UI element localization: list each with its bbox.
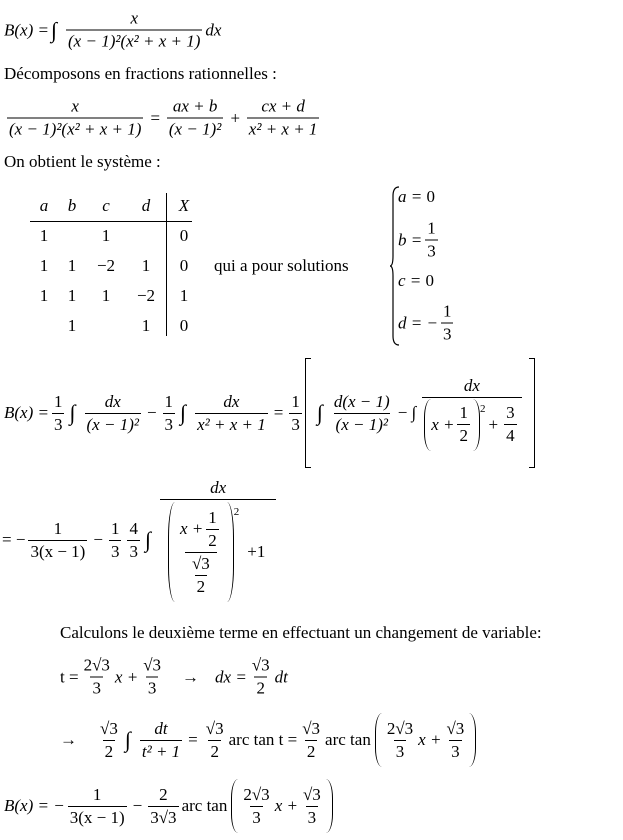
numerator: √3	[143, 655, 162, 675]
left-paren	[168, 502, 175, 602]
solution-d	[398, 302, 456, 345]
right-bracket	[529, 358, 535, 468]
left-bracket	[305, 358, 311, 468]
numerator: dt	[154, 718, 168, 738]
denominator: 3	[164, 414, 174, 434]
table-cell: −2	[136, 286, 156, 305]
table-cell: 0	[179, 316, 189, 335]
operator: −	[146, 403, 157, 422]
numerator: x	[71, 96, 79, 116]
numerator: 1	[208, 507, 217, 527]
integral-sign: ∫	[69, 400, 76, 425]
table-cell: 0	[179, 256, 189, 275]
table-cell: 0	[179, 226, 189, 245]
operator: =	[149, 108, 161, 127]
table-column-divider	[166, 193, 167, 336]
numerator: 1	[92, 784, 102, 804]
table-cell: 1	[67, 256, 77, 275]
denominator	[160, 499, 276, 602]
lhs: t =	[60, 667, 79, 686]
term: arc tan t =	[228, 730, 298, 749]
numerator: 1	[53, 518, 63, 538]
denominator: (x − 1)²	[86, 414, 139, 434]
numerator: √3	[302, 718, 321, 738]
right-paren	[326, 779, 333, 833]
integral-sign: ∫	[50, 17, 58, 42]
denominator: 3	[252, 807, 261, 827]
right-paren	[473, 399, 480, 451]
numerator: 1	[427, 218, 436, 238]
left-paren	[231, 779, 238, 833]
equation-substitution-form	[2, 478, 279, 602]
differential: dx	[205, 20, 222, 39]
denominator: 2	[306, 741, 316, 761]
denominator: 3(x − 1)	[30, 541, 86, 561]
term: arc tan	[325, 730, 371, 749]
term: x +	[431, 414, 455, 434]
solution-c	[398, 271, 434, 291]
lhs: d = −	[398, 313, 438, 332]
left-brace	[390, 186, 398, 346]
integral-sign: ∫	[124, 727, 131, 752]
denominator: 3	[442, 324, 452, 344]
equation-variable-change	[60, 656, 288, 699]
solution-a	[398, 187, 435, 207]
term: x +	[274, 796, 298, 815]
denominator: 3(x − 1)	[69, 807, 125, 827]
table-header-divider	[30, 221, 192, 222]
fraction	[66, 9, 202, 52]
numerator: √3	[446, 718, 465, 738]
table-header: a	[39, 196, 49, 215]
operator: +	[488, 414, 499, 434]
denominator: (x − 1)²	[168, 119, 222, 139]
numerator: 1	[110, 518, 120, 538]
table-cell: 1	[141, 256, 151, 275]
lhs: c =	[398, 271, 422, 290]
numerator: √3	[100, 718, 118, 738]
equation-arctan-result	[60, 713, 476, 767]
numerator: ax + b	[172, 96, 218, 116]
denominator: 3	[427, 241, 436, 261]
integral-sign: ∫	[180, 400, 187, 425]
integral-sign: ∫	[316, 400, 323, 425]
numerator: x	[130, 8, 138, 28]
lhs: B(x) =	[4, 403, 49, 422]
value: 0	[425, 271, 435, 290]
term: x +	[179, 519, 204, 538]
integral-sign: ∫	[144, 527, 151, 552]
table-cell: −2	[96, 256, 116, 275]
table-cell: 1	[101, 226, 111, 245]
denominator: 3	[147, 678, 157, 698]
table-cell: 1	[39, 286, 49, 305]
table-header: b	[67, 196, 77, 215]
solution-b	[398, 219, 441, 262]
left-paren	[375, 713, 382, 767]
denominator: 3	[53, 414, 63, 434]
text-decomposition: Décomposons en fractions rationnelles :	[4, 64, 277, 83]
numerator: 2√3	[386, 718, 414, 738]
denominator: 2	[459, 426, 468, 445]
denominator: 2	[196, 576, 206, 596]
numerator: √3	[251, 655, 270, 675]
lhs: B(x) = −	[4, 796, 65, 815]
numerator: √3	[302, 784, 321, 804]
table-cell: 1	[39, 226, 49, 245]
denominator: 3	[307, 807, 317, 827]
operator: −	[93, 530, 103, 549]
equation-final-result	[4, 779, 333, 833]
numerator: √3	[191, 553, 210, 573]
arrow-icon: →	[182, 667, 200, 686]
lhs: B(x) =	[4, 20, 49, 39]
denominator: t² + 1	[141, 741, 181, 761]
exponent: 2	[233, 506, 240, 518]
denominator: 2	[256, 678, 265, 698]
numerator: √3	[205, 718, 224, 738]
right-paren	[227, 502, 234, 602]
table-header: c	[102, 196, 110, 215]
text-change-of-variable: Calculons le deuxième terme en effectuant un changement de variable:	[60, 623, 542, 642]
operator: +	[229, 108, 241, 127]
numerator: dx	[104, 391, 121, 411]
numerator: 1	[459, 403, 468, 422]
operator: − ∫	[397, 403, 417, 422]
numerator: d(x − 1)	[333, 391, 390, 411]
denominator: 3	[110, 541, 120, 561]
denominator: 3	[395, 741, 405, 761]
numerator: 4	[129, 518, 138, 538]
numerator: dx	[223, 391, 240, 411]
lhs: a =	[398, 187, 423, 206]
denominator: (x − 1)²	[335, 414, 388, 434]
term: x +	[114, 667, 139, 686]
numerator: 2√3	[243, 784, 270, 804]
text-solutions-label: qui a pour solutions	[214, 256, 349, 275]
denominator: x² + x + 1	[248, 119, 318, 139]
numerator: 1	[291, 391, 300, 411]
term: dx =	[215, 667, 247, 686]
denominator: 2	[104, 741, 114, 761]
numerator: 1	[164, 391, 174, 411]
table-cell: 1	[39, 256, 49, 275]
numerator: 1	[53, 391, 63, 411]
numerator: 3	[506, 403, 515, 422]
numerator: dx	[463, 375, 480, 395]
denominator: 2	[210, 741, 219, 761]
denominator: 3	[451, 741, 460, 761]
denominator: (x − 1)²(x² + x + 1)	[9, 119, 142, 139]
operator: = −	[2, 530, 26, 549]
denominator: 3	[92, 678, 101, 698]
numerator: 2√3	[83, 655, 110, 675]
table-cell: 1	[67, 286, 77, 305]
numerator: dx	[210, 478, 227, 497]
denominator: 3	[291, 414, 300, 434]
table-cell: 1	[101, 286, 111, 305]
denominator: (x − 1)²(x² + x + 1)	[68, 31, 201, 51]
operator: =	[188, 730, 198, 749]
value: 0	[426, 187, 435, 206]
denominator: 2	[208, 530, 217, 550]
numerator: 2	[159, 784, 168, 804]
denominator	[422, 397, 521, 451]
table-cell: 1	[141, 316, 151, 335]
equation-partial-fractions	[4, 97, 322, 140]
text-system: On obtient le système :	[4, 152, 161, 171]
right-paren	[469, 713, 476, 767]
numerator: cx + d	[261, 96, 305, 116]
equation-split-integral	[4, 358, 535, 468]
term: arc tan	[181, 796, 228, 815]
table-header: d	[141, 196, 151, 215]
denominator: x² + x + 1	[197, 414, 266, 434]
numerator: 1	[442, 301, 452, 321]
lhs: b =	[398, 230, 423, 249]
denominator: 3	[129, 541, 138, 561]
denominator: 4	[506, 426, 515, 445]
term: +1	[247, 542, 266, 561]
table-cell: 1	[67, 316, 77, 335]
term: x +	[418, 730, 442, 749]
operator: =	[273, 403, 284, 422]
denominator: 3√3	[150, 807, 177, 827]
operator: −	[132, 796, 143, 815]
arrow-icon: →	[60, 730, 77, 749]
table-cell: 1	[179, 286, 189, 305]
differential: dt	[274, 667, 288, 686]
equation-integral-definition	[4, 9, 221, 52]
exponent: 2	[479, 402, 486, 415]
table-header: X	[178, 196, 190, 215]
